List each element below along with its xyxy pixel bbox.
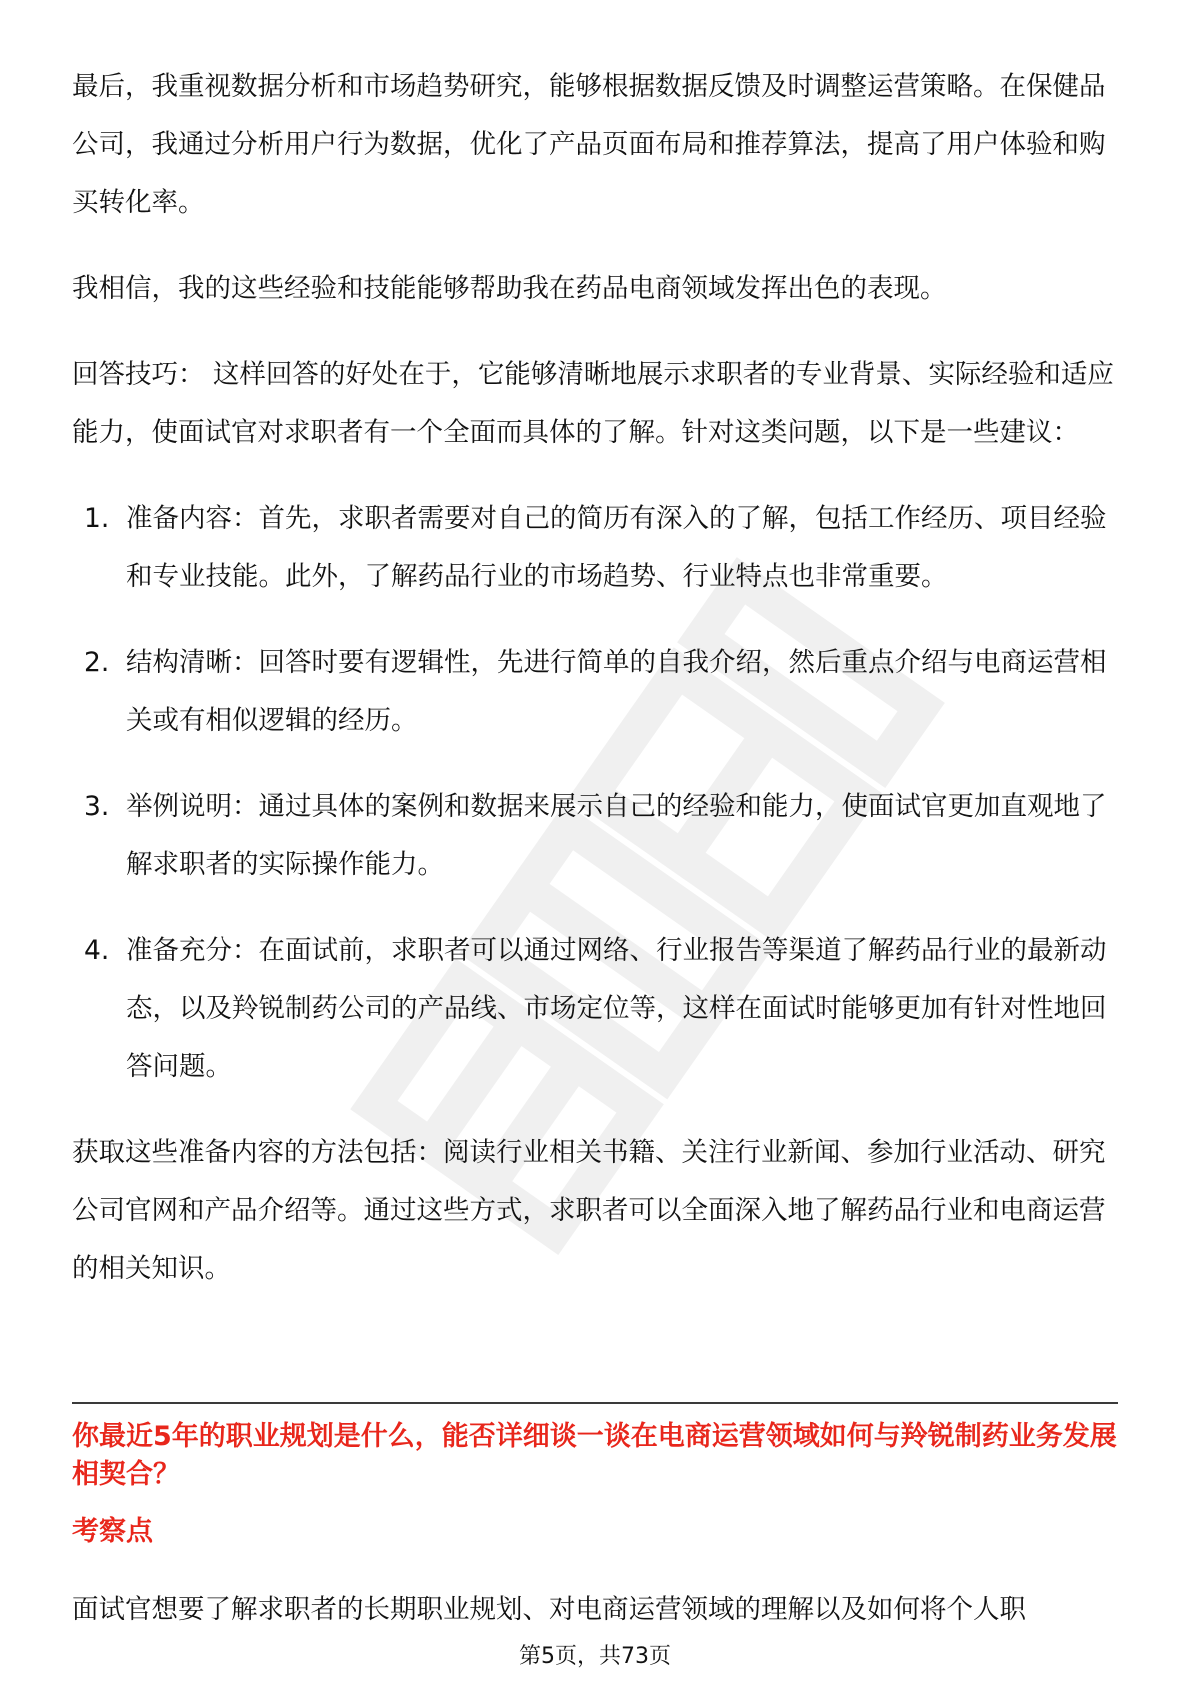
list-item xyxy=(72,922,1118,1096)
paragraph-analysis: 最后，我重视数据分析和市场趋势研究，能够根据数据反馈及时调整运营策略。在保健品公司，我通过分析用户行为数据，优化了产品页面布局和推荐算法，提高了用户体验和购买转化率。 xyxy=(72,71,1106,218)
list-item-text: 结构清晰：回答时要有逻辑性，先进行简单的自我介绍，然后重点介绍与电商运营相关或有相似逻辑的经历。 xyxy=(126,647,1107,736)
subheading-assessment-points: 考察点 xyxy=(72,1516,153,1547)
list-item xyxy=(72,778,1118,894)
list-item-text: 举例说明：通过具体的案例和数据来展示自己的经验和能力，使面试官更加直观地了解求职者的实际操作能力。 xyxy=(126,791,1107,880)
body-content xyxy=(72,58,1118,1298)
page-footer: 第5页，共73页 xyxy=(519,1644,671,1669)
paragraph-assessment: 面试官想要了解求职者的长期职业规划、对电商运营领域的理解以及如何将个人职 xyxy=(72,1594,1026,1625)
section-divider xyxy=(72,1402,1118,1404)
paragraph-methods: 获取这些准备内容的方法包括：阅读行业相关书籍、关注行业新闻、参加行业活动、研究公司官网和产品介绍等。通过这些方式，求职者可以全面深入地了解药品行业和电商运营的相关知识。 xyxy=(72,1137,1106,1284)
list-number: 3. xyxy=(84,791,110,822)
list-number: 1. xyxy=(84,503,110,534)
list-item xyxy=(72,490,1118,606)
list-number: 2. xyxy=(84,647,110,678)
paragraph-answer-tips: 回答技巧： 这样回答的好处在于，它能够清晰地展示求职者的专业背景、实际经验和适应能力，使面试官对求职者有一个全面而具体的了解。针对这类问题，以下是一些建议： xyxy=(72,359,1114,448)
list-item-text: 准备充分：在面试前，求职者可以通过网络、行业报告等渠道了解药品行业的最新动态，以及羚锐制药公司的产品线、市场定位等，这样在面试时能够更加有针对性地回答问题。 xyxy=(126,935,1107,1082)
list-item-text: 准备内容：首先，求职者需要对自己的简历有深入的了解，包括工作经历、项目经验和专业技能。此外，了解药品行业的市场趋势、行业特点也非常重要。 xyxy=(126,503,1107,592)
list-item xyxy=(72,634,1118,750)
tips-list xyxy=(72,490,1118,1096)
list-number: 4. xyxy=(84,935,110,966)
paragraph-belief: 我相信，我的这些经验和技能能够帮助我在药品电商领域发挥出色的表现。 xyxy=(72,273,947,304)
question-heading: 你最近5年的职业规划是什么，能否详细谈一谈在电商运营领域如何与羚锐制药业务发展相契合？ xyxy=(72,1421,1117,1490)
